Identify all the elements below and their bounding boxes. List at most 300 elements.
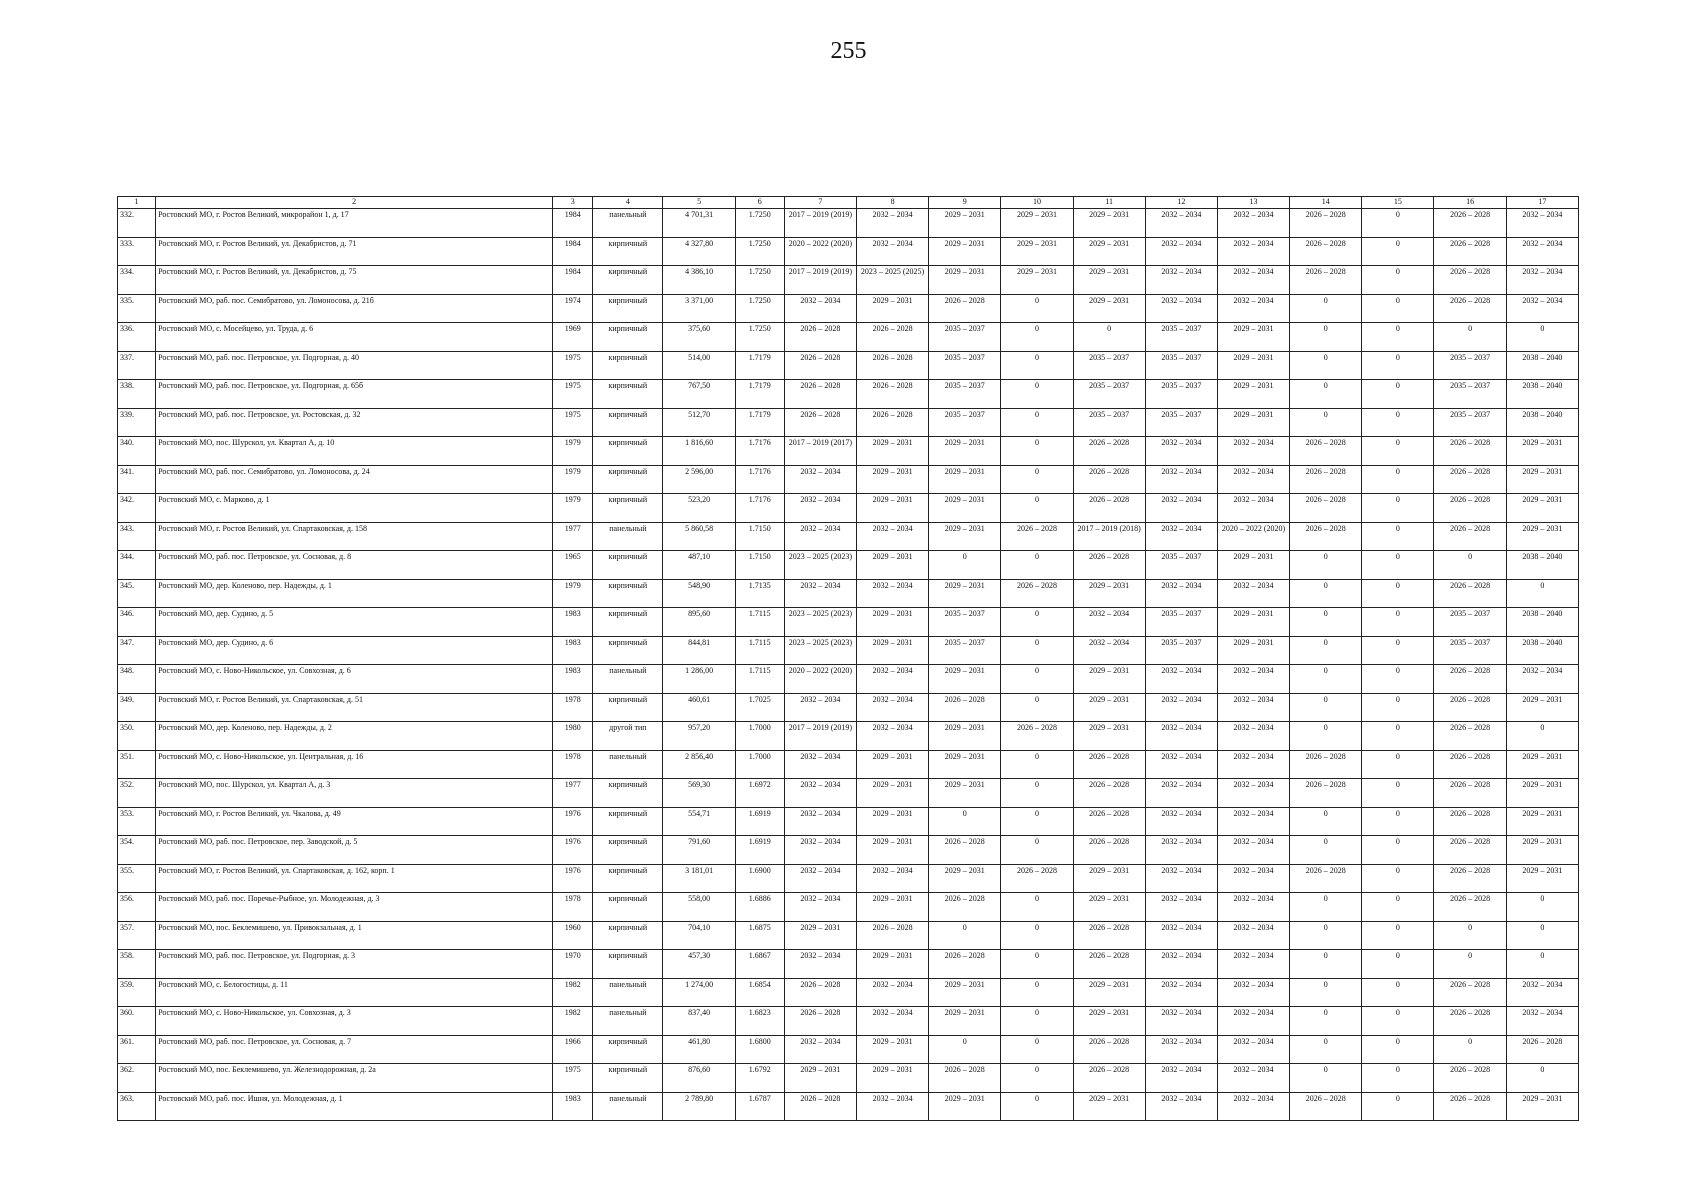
table-cell: 0 <box>1290 950 1362 979</box>
table-cell: 2038 – 2040 <box>1506 608 1578 637</box>
table-cell: 0 <box>1001 608 1073 637</box>
table-cell: 2032 – 2034 <box>1217 665 1289 694</box>
table-cell: 1975 <box>553 1064 593 1093</box>
table-cell: 4 701,31 <box>663 209 735 238</box>
table-cell: 1.6972 <box>735 779 784 808</box>
table-cell: 2029 – 2031 <box>856 465 928 494</box>
table-cell: 0 <box>1001 779 1073 808</box>
header-row <box>118 197 1579 209</box>
table-cell: кирпичный <box>593 551 663 580</box>
table-cell: 0 <box>929 921 1001 950</box>
table-cell: 2032 – 2034 <box>1217 807 1289 836</box>
table-row <box>118 807 1579 836</box>
address-cell: Ростовский МО, с. Ново-Никольское, ул. Центральная, д. 16 <box>156 750 553 779</box>
table-cell: 2026 – 2028 <box>1434 266 1506 295</box>
table-cell: 2035 – 2037 <box>1145 351 1217 380</box>
table-cell: 2029 – 2031 <box>1073 864 1145 893</box>
address-cell: Ростовский МО, дер. Судино, д. 5 <box>156 608 553 637</box>
table-cell: 2032 – 2034 <box>1145 522 1217 551</box>
table-cell: 2026 – 2028 <box>1073 921 1145 950</box>
address-cell: Ростовский МО, раб. пос. Петровское, ул. Подгорная, д. 65б <box>156 380 553 409</box>
table-cell: 2026 – 2028 <box>856 351 928 380</box>
table-cell: 2029 – 2031 <box>1073 978 1145 1007</box>
table-cell: 2029 – 2031 <box>856 836 928 865</box>
table-cell: 0 <box>1290 693 1362 722</box>
table-cell: 1984 <box>553 209 593 238</box>
table-cell: 2026 – 2028 <box>1073 1064 1145 1093</box>
table-cell: 0 <box>1434 323 1506 352</box>
column-header: 2 <box>156 197 553 209</box>
table-cell: 2029 – 2031 <box>1506 522 1578 551</box>
table-cell: 2026 – 2028 <box>1434 437 1506 466</box>
table-cell: 2035 – 2037 <box>929 636 1001 665</box>
table-cell: 2032 – 2034 <box>1145 294 1217 323</box>
table-cell: 2029 – 2031 <box>856 608 928 637</box>
table-cell: 2032 – 2034 <box>1217 1035 1289 1064</box>
table-row <box>118 779 1579 808</box>
address-cell: Ростовский МО, раб. пос. Семибратово, ул. Ломоносова, д. 24 <box>156 465 553 494</box>
table-cell: 1983 <box>553 665 593 694</box>
table-cell: 3 181,01 <box>663 864 735 893</box>
table-cell: 2029 – 2031 <box>1073 209 1145 238</box>
table-cell: 2020 – 2022 (2020) <box>784 665 856 694</box>
table-cell: 2032 – 2034 <box>1217 893 1289 922</box>
table-row <box>118 750 1579 779</box>
table-cell: 2026 – 2028 <box>1073 779 1145 808</box>
table-cell: 2029 – 2031 <box>1506 750 1578 779</box>
table-cell: 2026 – 2028 <box>1434 864 1506 893</box>
table-cell: 1 816,60 <box>663 437 735 466</box>
table-cell: 1966 <box>553 1035 593 1064</box>
table-cell: 0 <box>1362 978 1434 1007</box>
table-cell: 791,60 <box>663 836 735 865</box>
table-cell: 2032 – 2034 <box>784 893 856 922</box>
table-cell: 2026 – 2028 <box>784 351 856 380</box>
table-cell: 1.7179 <box>735 408 784 437</box>
table-cell: 2026 – 2028 <box>1434 579 1506 608</box>
table-cell: 2032 – 2034 <box>1145 836 1217 865</box>
table-cell: 2032 – 2034 <box>1217 864 1289 893</box>
table-cell: 2026 – 2028 <box>1290 1092 1362 1121</box>
address-cell: Ростовский МО, раб. пос. Ишня, ул. Молодежная, д. 1 <box>156 1092 553 1121</box>
table-cell: кирпичный <box>593 1035 663 1064</box>
table-cell: 1976 <box>553 807 593 836</box>
table-cell: 2029 – 2031 <box>856 494 928 523</box>
table-cell: 2032 – 2034 <box>784 950 856 979</box>
table-cell: 2029 – 2031 <box>929 209 1001 238</box>
table-cell: 0 <box>1001 665 1073 694</box>
table-cell: 2032 – 2034 <box>784 465 856 494</box>
table-cell: 0 <box>1290 893 1362 922</box>
table-cell: 0 <box>1001 294 1073 323</box>
table-cell: 2017 – 2019 (2019) <box>784 209 856 238</box>
table-row <box>118 665 1579 694</box>
table-cell: 1.7176 <box>735 465 784 494</box>
table-cell: 2029 – 2031 <box>856 1064 928 1093</box>
address-cell: Ростовский МО, с. Мосейцево, ул. Труда, д. 6 <box>156 323 553 352</box>
table-cell: 0 <box>1001 380 1073 409</box>
table-cell: 2026 – 2028 <box>1073 836 1145 865</box>
table-cell: 1.7115 <box>735 608 784 637</box>
table-body <box>118 209 1579 1121</box>
table-row <box>118 693 1579 722</box>
table-cell: 2029 – 2031 <box>1001 237 1073 266</box>
row-number-cell: 340. <box>118 437 156 466</box>
table-cell: 2029 – 2031 <box>1506 836 1578 865</box>
table-cell: 2029 – 2031 <box>1073 237 1145 266</box>
table-cell: 2032 – 2034 <box>1145 1035 1217 1064</box>
table-cell: 0 <box>1362 893 1434 922</box>
table-cell: 2032 – 2034 <box>856 1007 928 1036</box>
table-cell: кирпичный <box>593 779 663 808</box>
table-cell: 2032 – 2034 <box>1217 1064 1289 1093</box>
table-cell: 2017 – 2019 (2019) <box>784 722 856 751</box>
table-cell: 1.6792 <box>735 1064 784 1093</box>
table-cell: 2032 – 2034 <box>1073 608 1145 637</box>
table-cell: 0 <box>1001 551 1073 580</box>
address-cell: Ростовский МО, с. Марково, д. 1 <box>156 494 553 523</box>
table-cell: 457,30 <box>663 950 735 979</box>
table-cell: кирпичный <box>593 237 663 266</box>
table-cell: 876,60 <box>663 1064 735 1093</box>
table-cell: 2032 – 2034 <box>1506 294 1578 323</box>
table-cell: 1.7250 <box>735 294 784 323</box>
table-cell: 2032 – 2034 <box>1506 237 1578 266</box>
table-cell: 2032 – 2034 <box>856 1092 928 1121</box>
table-cell: 2026 – 2028 <box>1434 779 1506 808</box>
table-cell: 1984 <box>553 237 593 266</box>
table-cell: 2032 – 2034 <box>1217 1007 1289 1036</box>
table-row <box>118 465 1579 494</box>
table-cell: 2029 – 2031 <box>1506 779 1578 808</box>
table-cell: 2029 – 2031 <box>856 893 928 922</box>
table-cell: 2026 – 2028 <box>1434 807 1506 836</box>
table-cell: 0 <box>1001 950 1073 979</box>
column-header: 16 <box>1434 197 1506 209</box>
table-cell: 2026 – 2028 <box>1434 465 1506 494</box>
table-cell: 0 <box>1362 437 1434 466</box>
table-cell: 0 <box>1290 380 1362 409</box>
table-cell: 2026 – 2028 <box>1434 237 1506 266</box>
table-cell: кирпичный <box>593 380 663 409</box>
table-cell: 2032 – 2034 <box>1506 1007 1578 1036</box>
table-cell: 0 <box>1001 1035 1073 1064</box>
table-cell: 2029 – 2031 <box>856 437 928 466</box>
column-header: 13 <box>1217 197 1289 209</box>
table-cell: 2029 – 2031 <box>1001 266 1073 295</box>
table-cell: 2029 – 2031 <box>784 1064 856 1093</box>
table-cell: 1.7250 <box>735 323 784 352</box>
table-cell: 0 <box>1362 950 1434 979</box>
table-cell: 1982 <box>553 978 593 1007</box>
table-cell: 0 <box>1001 893 1073 922</box>
table-cell: 558,00 <box>663 893 735 922</box>
table-cell: 2032 – 2034 <box>784 579 856 608</box>
table-row <box>118 551 1579 580</box>
table-cell: 2032 – 2034 <box>1217 579 1289 608</box>
table-cell: 2029 – 2031 <box>1073 579 1145 608</box>
table-cell: 2032 – 2034 <box>784 522 856 551</box>
column-header: 17 <box>1506 197 1578 209</box>
table-cell: кирпичный <box>593 1064 663 1093</box>
table-cell: 2017 – 2019 (2017) <box>784 437 856 466</box>
table-cell: 0 <box>1362 1007 1434 1036</box>
table-cell: 2029 – 2031 <box>1217 323 1289 352</box>
table-cell: 2029 – 2031 <box>929 465 1001 494</box>
table-cell: 2026 – 2028 <box>1073 750 1145 779</box>
table-cell: 2029 – 2031 <box>929 266 1001 295</box>
table-cell: кирпичный <box>593 294 663 323</box>
table-cell: 2026 – 2028 <box>1073 1035 1145 1064</box>
table-cell: 0 <box>1001 750 1073 779</box>
table-cell: 0 <box>1290 351 1362 380</box>
table-cell: 2032 – 2034 <box>1217 693 1289 722</box>
table-cell: 2026 – 2028 <box>1506 1035 1578 1064</box>
table-cell: кирпичный <box>593 266 663 295</box>
table-cell: 2029 – 2031 <box>1001 209 1073 238</box>
table-cell: 2026 – 2028 <box>1001 722 1073 751</box>
table-cell: 2029 – 2031 <box>1217 408 1289 437</box>
table-cell: 0 <box>1362 551 1434 580</box>
table-cell: 2038 – 2040 <box>1506 351 1578 380</box>
row-number-cell: 337. <box>118 351 156 380</box>
table-cell: 0 <box>1290 807 1362 836</box>
table-cell: 2032 – 2034 <box>1145 209 1217 238</box>
table-cell: 2032 – 2034 <box>1145 465 1217 494</box>
table-cell: 1965 <box>553 551 593 580</box>
table-header <box>118 197 1579 209</box>
row-number-cell: 361. <box>118 1035 156 1064</box>
table-cell: 2032 – 2034 <box>1145 437 1217 466</box>
table-cell: 2026 – 2028 <box>1434 494 1506 523</box>
row-number-cell: 341. <box>118 465 156 494</box>
table-cell: 2029 – 2031 <box>1217 608 1289 637</box>
address-cell: Ростовский МО, г. Ростов Великий, ул. Спартаковская, д. 162, корп. 1 <box>156 864 553 893</box>
table-cell: 0 <box>1001 1007 1073 1036</box>
table-cell: 0 <box>1362 836 1434 865</box>
table-cell: 2032 – 2034 <box>1217 437 1289 466</box>
table-cell: 0 <box>1362 1035 1434 1064</box>
table-cell: 2029 – 2031 <box>784 921 856 950</box>
table-cell: 2026 – 2028 <box>784 1007 856 1036</box>
table-cell: панельный <box>593 665 663 694</box>
table-cell: 2035 – 2037 <box>1434 351 1506 380</box>
table-cell: 2029 – 2031 <box>1506 465 1578 494</box>
table-cell: 2032 – 2034 <box>1145 779 1217 808</box>
table-cell: кирпичный <box>593 836 663 865</box>
table-cell: 0 <box>929 807 1001 836</box>
table-cell: 1977 <box>553 522 593 551</box>
table-cell: 0 <box>1001 836 1073 865</box>
table-cell: 1.6867 <box>735 950 784 979</box>
table-cell: 523,20 <box>663 494 735 523</box>
table-cell: 957,20 <box>663 722 735 751</box>
table-cell: панельный <box>593 750 663 779</box>
table-cell: 2032 – 2034 <box>856 522 928 551</box>
table-cell: 2029 – 2031 <box>929 494 1001 523</box>
table-cell: 2026 – 2028 <box>856 323 928 352</box>
table-cell: 2032 – 2034 <box>1073 636 1145 665</box>
table-cell: 2029 – 2031 <box>1506 864 1578 893</box>
table-cell: 0 <box>1434 921 1506 950</box>
column-header: 10 <box>1001 197 1073 209</box>
table-cell: 2029 – 2031 <box>856 750 928 779</box>
row-number-cell: 352. <box>118 779 156 808</box>
table-cell: 2023 – 2025 (2023) <box>784 551 856 580</box>
table-cell: 2026 – 2028 <box>784 1092 856 1121</box>
table-cell: 2035 – 2037 <box>1073 408 1145 437</box>
table-cell: 2026 – 2028 <box>1073 807 1145 836</box>
table-cell: 0 <box>1001 494 1073 523</box>
table-cell: 2017 – 2019 (2019) <box>784 266 856 295</box>
table-cell: 2029 – 2031 <box>929 579 1001 608</box>
table-cell: 2032 – 2034 <box>1145 1092 1217 1121</box>
table-cell: 2029 – 2031 <box>929 665 1001 694</box>
table-cell: 1.6886 <box>735 893 784 922</box>
table-cell: 1983 <box>553 636 593 665</box>
table-cell: 2029 – 2031 <box>856 636 928 665</box>
table-cell: 2026 – 2028 <box>1434 836 1506 865</box>
table-cell: 2026 – 2028 <box>1073 950 1145 979</box>
table-cell: 0 <box>1290 836 1362 865</box>
table-cell: панельный <box>593 522 663 551</box>
table-cell: 2029 – 2031 <box>929 978 1001 1007</box>
table-cell: кирпичный <box>593 950 663 979</box>
table-cell: 1979 <box>553 437 593 466</box>
table-cell: 0 <box>1362 579 1434 608</box>
table-cell: 3 371,00 <box>663 294 735 323</box>
table-row <box>118 921 1579 950</box>
table-cell: 1.6854 <box>735 978 784 1007</box>
table-cell: кирпичный <box>593 408 663 437</box>
table-cell: 1.6875 <box>735 921 784 950</box>
table-cell: 2035 – 2037 <box>929 351 1001 380</box>
table-cell: 2038 – 2040 <box>1506 636 1578 665</box>
table-cell: 1.7250 <box>735 237 784 266</box>
table-cell: 1 286,00 <box>663 665 735 694</box>
row-number-cell: 363. <box>118 1092 156 1121</box>
table-cell: 2035 – 2037 <box>929 408 1001 437</box>
address-cell: Ростовский МО, дер. Коленово, пер. Надежды, д. 1 <box>156 579 553 608</box>
table-cell: 2032 – 2034 <box>784 750 856 779</box>
address-cell: Ростовский МО, г. Ростов Великий, ул. Спартаковская, д. 51 <box>156 693 553 722</box>
table-cell: 1.7150 <box>735 551 784 580</box>
table-cell: 0 <box>1362 779 1434 808</box>
table-cell: 2026 – 2028 <box>929 693 1001 722</box>
table-cell: 0 <box>1362 237 1434 266</box>
table-cell: 2 856,40 <box>663 750 735 779</box>
table-cell: 2029 – 2031 <box>1073 266 1145 295</box>
table-cell: 460,61 <box>663 693 735 722</box>
table-cell: 1977 <box>553 779 593 808</box>
table-cell: 0 <box>1290 722 1362 751</box>
table-cell: 2032 – 2034 <box>856 722 928 751</box>
row-number-cell: 359. <box>118 978 156 1007</box>
table-cell: 2032 – 2034 <box>784 294 856 323</box>
table-cell: 0 <box>1073 323 1145 352</box>
table-cell: 2026 – 2028 <box>856 380 928 409</box>
table-cell: 2026 – 2028 <box>1290 864 1362 893</box>
table-cell: 2035 – 2037 <box>929 323 1001 352</box>
address-cell: Ростовский МО, с. Ново-Никольское, ул. Совхозная, д. 6 <box>156 665 553 694</box>
column-header: 4 <box>593 197 663 209</box>
table-cell: 2026 – 2028 <box>1434 978 1506 1007</box>
address-cell: Ростовский МО, г. Ростов Великий, ул. Декабристов, д. 75 <box>156 266 553 295</box>
table-cell: 2026 – 2028 <box>1073 494 1145 523</box>
table-row <box>118 408 1579 437</box>
table-cell: 2026 – 2028 <box>1073 437 1145 466</box>
table-cell: 2029 – 2031 <box>929 779 1001 808</box>
table-cell: 1979 <box>553 465 593 494</box>
row-number-cell: 362. <box>118 1064 156 1093</box>
table-cell: 0 <box>1290 1007 1362 1036</box>
table-cell: 2029 – 2031 <box>929 1092 1001 1121</box>
table-cell: 2026 – 2028 <box>1001 579 1073 608</box>
table-cell: 2026 – 2028 <box>856 921 928 950</box>
table-cell: 2029 – 2031 <box>1217 351 1289 380</box>
column-header: 9 <box>929 197 1001 209</box>
table-cell: 0 <box>1362 522 1434 551</box>
table-cell: кирпичный <box>593 807 663 836</box>
table-cell: 2029 – 2031 <box>929 722 1001 751</box>
table-cell: 2035 – 2037 <box>1145 636 1217 665</box>
table-cell: 1.7179 <box>735 351 784 380</box>
table-cell: 1970 <box>553 950 593 979</box>
table-cell: 0 <box>1001 437 1073 466</box>
table-row <box>118 636 1579 665</box>
table-cell: 2029 – 2031 <box>1073 294 1145 323</box>
table-cell: 2035 – 2037 <box>1145 380 1217 409</box>
table-cell: 2032 – 2034 <box>1145 266 1217 295</box>
table-cell: 2032 – 2034 <box>1145 693 1217 722</box>
row-number-cell: 334. <box>118 266 156 295</box>
table-cell: 2029 – 2031 <box>1217 636 1289 665</box>
table-cell: 0 <box>1290 1064 1362 1093</box>
table-cell: 2026 – 2028 <box>784 380 856 409</box>
address-cell: Ростовский МО, с. Белогостицы, д. 11 <box>156 978 553 1007</box>
table-cell: 1983 <box>553 1092 593 1121</box>
table-cell: 2029 – 2031 <box>856 551 928 580</box>
table-cell: панельный <box>593 1007 663 1036</box>
table-cell: 2035 – 2037 <box>929 380 1001 409</box>
table-cell: 2029 – 2031 <box>1073 722 1145 751</box>
table-cell: 2032 – 2034 <box>1217 494 1289 523</box>
table-cell: 1.7250 <box>735 266 784 295</box>
table-cell: 837,40 <box>663 1007 735 1036</box>
table-cell: 2029 – 2031 <box>1506 437 1578 466</box>
table-cell: 2032 – 2034 <box>1217 294 1289 323</box>
table-cell: 2038 – 2040 <box>1506 408 1578 437</box>
table-cell: 2029 – 2031 <box>929 750 1001 779</box>
table-cell: 0 <box>1001 408 1073 437</box>
table-cell: кирпичный <box>593 608 663 637</box>
table-cell: 2026 – 2028 <box>1290 266 1362 295</box>
table-cell: 2026 – 2028 <box>1434 294 1506 323</box>
table-cell: 2029 – 2031 <box>1073 1007 1145 1036</box>
column-header: 15 <box>1362 197 1434 209</box>
table-cell: 1.7000 <box>735 722 784 751</box>
table-cell: 0 <box>1001 1092 1073 1121</box>
column-header: 7 <box>784 197 856 209</box>
table-cell: 0 <box>1290 636 1362 665</box>
address-cell: Ростовский МО, дер. Судино, д. 6 <box>156 636 553 665</box>
table-cell: другой тип <box>593 722 663 751</box>
table-cell: 1.7179 <box>735 380 784 409</box>
row-number-cell: 335. <box>118 294 156 323</box>
table-cell: 2026 – 2028 <box>1434 750 1506 779</box>
table-cell: 2035 – 2037 <box>1434 380 1506 409</box>
table-cell: 0 <box>1506 722 1578 751</box>
